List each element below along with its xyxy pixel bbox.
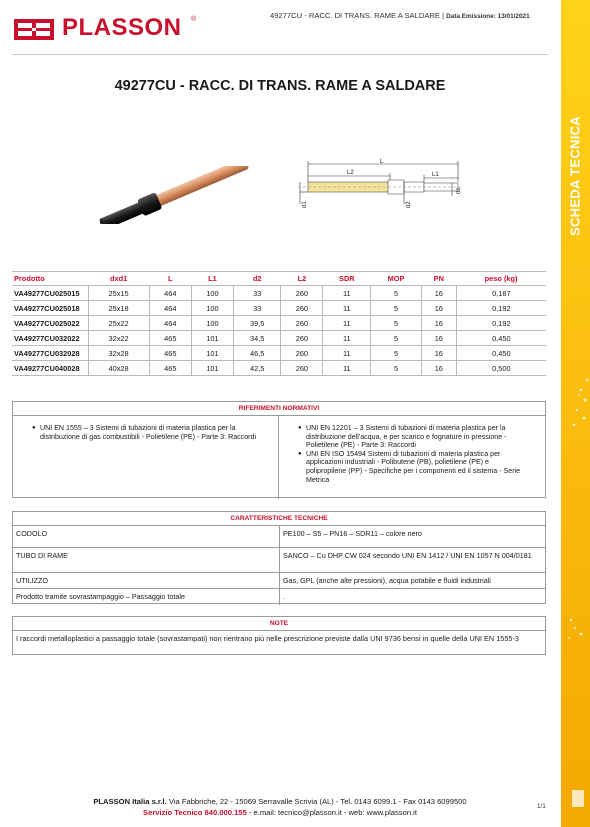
table-row (12, 301, 546, 316)
spec-value: PE100 – S5 – PN16 – SDR11 – colore nero (283, 529, 422, 538)
dim-d2: d2 (406, 201, 412, 208)
section-title: RIFERIMENTI NORMATIVI (13, 402, 545, 416)
page-title: 49277CU - RACC. DI TRANS. RAME A SALDARE (114, 78, 446, 94)
cell: 42,5 (234, 361, 281, 376)
spec-key: TUBO DI RAME (13, 548, 280, 572)
col-header: L1 (191, 272, 233, 286)
cell: 260 (281, 331, 323, 346)
spec-row (13, 573, 545, 589)
cell: 100 (191, 301, 233, 316)
col-header: dxd1 (88, 272, 149, 286)
list-item: ● UNI EN ISO 15494 Sistemi di tubazioni di materia plastica per applicazioni industriali - Polibutene (PB), polietilene (PE) e polipropilene (PP) - Specifiche per i componenti ed il sistema - Serie Metrica (299, 450, 525, 484)
cell: 16 (421, 286, 456, 301)
col-header: L (149, 272, 191, 286)
header-divider (12, 54, 548, 55)
cell: 0,192 (456, 316, 546, 331)
spec-key: UTILIZZO (13, 573, 280, 588)
cell: 11 (323, 346, 371, 361)
cell: 34,5 (234, 331, 281, 346)
cell: 5 (371, 346, 422, 361)
technical-drawing (292, 156, 464, 212)
dim-L1: L1 (432, 172, 439, 178)
spec-key: CODOLO (13, 526, 280, 547)
col-header: d2 (234, 272, 281, 286)
cell: VA49277CU040028 (12, 361, 88, 376)
cell: 33 (234, 286, 281, 301)
cell: 0,187 (456, 286, 546, 301)
footer-company: PLASSON Italia s.r.l. (93, 797, 167, 806)
spec-row (13, 589, 545, 605)
side-label: SCHEDA TECNICA (567, 115, 583, 237)
spec-key: Prodotto tramite sovrastampaggio – Passaggio totale (13, 589, 280, 605)
note-section (12, 616, 546, 655)
dim-dc: dc (456, 187, 462, 194)
riferimenti-left-column (13, 416, 279, 499)
cell: 11 (323, 316, 371, 331)
spec-value: . (283, 592, 285, 601)
header-separator: | (442, 11, 445, 20)
list-item: ● UNI EN 1555 – 3 Sistemi di tubazioni di materia plastica per la distribuzione di gas combustibili - Polietilene (PE) - Parte 3: Raccordi (33, 424, 272, 441)
cell: 101 (191, 361, 233, 376)
table-row (12, 286, 546, 301)
spec-value: Gas, GPL (anche alte pressioni), acqua potabile e fluidi industriali (283, 576, 491, 585)
cell: VA49277CU032028 (12, 346, 88, 361)
table-row (12, 361, 546, 376)
caratteristiche-tecniche-section (12, 511, 546, 604)
cell: 0,450 (456, 331, 546, 346)
registered-mark: ® (191, 16, 197, 23)
cell: VA49277CU032022 (12, 331, 88, 346)
cell: 0,450 (456, 346, 546, 361)
header-doc-ref (270, 11, 530, 20)
dim-d1: d1 (302, 201, 308, 208)
cell: 465 (149, 331, 191, 346)
cell: VA49277CU025022 (12, 316, 88, 331)
footer-contacts-text: - e.mail: tecnico@plasson.it - web: www.plasson.it (246, 808, 417, 817)
cell: 5 (371, 301, 422, 316)
cell: 25x22 (88, 316, 149, 331)
cell: 25x15 (88, 286, 149, 301)
cell: 465 (149, 346, 191, 361)
cell: VA49277CU025015 (12, 286, 88, 301)
table-row (12, 316, 546, 331)
table-header-row (12, 272, 546, 286)
footer-service: Servizio Tecnico 840.000.155 (143, 808, 247, 817)
col-header: PN (421, 272, 456, 286)
cell: 11 (323, 361, 371, 376)
footer-address-text: Via Fabbriche, 22 - 15069 Serravalle Scrivia (AL) - Tel. 0143 6099.1 - Fax 0143 6099500 (166, 797, 467, 806)
doc-ref: 49277CU - RACC. DI TRANS. RAME A SALDARE (270, 11, 440, 20)
cell: 465 (149, 361, 191, 376)
cell: 260 (281, 301, 323, 316)
plasson-logo-icon (14, 19, 54, 40)
col-header: SDR (323, 272, 371, 286)
cell: 11 (323, 301, 371, 316)
cell: 16 (421, 346, 456, 361)
product-table (12, 271, 546, 376)
cell: 16 (421, 316, 456, 331)
spec-row (13, 548, 545, 573)
col-header: Prodotto (12, 272, 88, 286)
riferimenti-normativi-section (12, 401, 546, 498)
cell: 39,5 (234, 316, 281, 331)
cell: VA49277CU025018 (12, 301, 88, 316)
dim-L: L (380, 159, 384, 165)
cell: 100 (191, 316, 233, 331)
issue-date: Data Emissione: 13/01/2021 (446, 13, 530, 20)
cell: 11 (323, 331, 371, 346)
cell: 100 (191, 286, 233, 301)
note-text: I raccordi metalloplastici a passaggio totale (sovrastampati) non rientrano più nelle prescrizione previste dalla UNI 9736 bensì in quelle della UNI EN 1555-3 (16, 634, 519, 643)
riferimenti-right-column (279, 416, 545, 499)
section-title: NOTE (13, 617, 545, 631)
cell: 464 (149, 316, 191, 331)
cell: 101 (191, 346, 233, 361)
product-photo (96, 166, 252, 224)
footer-contacts (0, 808, 560, 817)
cell: 25x18 (88, 301, 149, 316)
cell: 0,500 (456, 361, 546, 376)
cell: 32x22 (88, 331, 149, 346)
page-number: 1/1 (537, 803, 546, 810)
brand-name: PLASSON (62, 14, 182, 41)
cell: 16 (421, 361, 456, 376)
cell: 5 (371, 361, 422, 376)
cell: 260 (281, 361, 323, 376)
cell: 464 (149, 286, 191, 301)
col-header: L2 (281, 272, 323, 286)
cell: 40x28 (88, 361, 149, 376)
cell: 11 (323, 286, 371, 301)
cell: 260 (281, 316, 323, 331)
cell: 101 (191, 331, 233, 346)
section-title: CARATTERISTICHE TECNICHE (13, 512, 545, 526)
table-row (12, 331, 546, 346)
footer-address (0, 797, 560, 806)
cell: 0,192 (456, 301, 546, 316)
table-row (12, 346, 546, 361)
cell: 32x28 (88, 346, 149, 361)
cell: 464 (149, 301, 191, 316)
col-header: MOP (371, 272, 422, 286)
cell: 5 (371, 286, 422, 301)
cell: 5 (371, 316, 422, 331)
cell: 260 (281, 286, 323, 301)
dim-L2: L2 (347, 170, 354, 176)
cell: 260 (281, 346, 323, 361)
cell: 16 (421, 331, 456, 346)
list-item: ● UNI EN 12201 – 3 Sistemi di tubazioni di materia plastica per la distribuzione dell'acqua, e per scarico e fognature in pressione - Polietilene (PE) - Parte 3: Raccordi (299, 424, 525, 450)
col-header: peso (kg) (456, 272, 546, 286)
cell: 33 (234, 301, 281, 316)
cell: 5 (371, 331, 422, 346)
cell: 46,5 (234, 346, 281, 361)
spec-value: SANCO – Cu DHP CW 024 secondo UNI EN 1412 / UNI EN 1057 N 004/0181 (283, 551, 532, 560)
cell: 16 (421, 301, 456, 316)
spec-row (13, 526, 545, 548)
